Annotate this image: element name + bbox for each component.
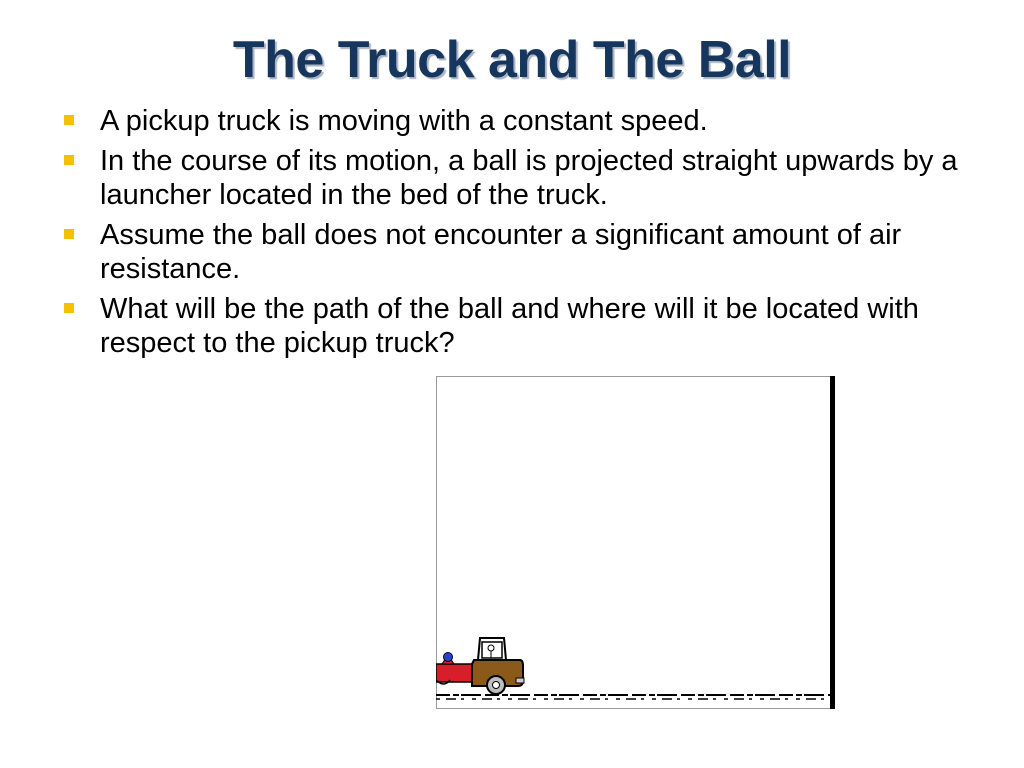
bullet-item: [60, 104, 980, 138]
square-bullet-icon: [64, 303, 74, 313]
ball-icon: [444, 653, 453, 662]
bullet-list: [60, 104, 980, 366]
bullet-text: Assume the ball does not encounter a significant amount of air resistance.: [100, 219, 902, 285]
square-bullet-icon: [64, 229, 74, 239]
square-bullet-icon: [64, 155, 74, 165]
bullet-text: A pickup truck is moving with a constant speed.: [100, 105, 708, 137]
slide-title: The Truck and The Ball: [232, 31, 792, 89]
bullet-text: In the course of its motion, a ball is projected straight upwards by a launcher located in the bed of the truck.: [100, 145, 958, 211]
animation-canvas: [436, 376, 836, 709]
truck-animation: [436, 376, 836, 709]
frame-right-edge: [830, 376, 835, 709]
square-bullet-icon: [64, 115, 74, 125]
bullet-item: [60, 218, 980, 286]
bullet-text: What will be the path of the ball and where will it be located with respect to the pickup truck?: [100, 293, 919, 359]
bullet-item: [60, 144, 980, 212]
bullet-item: [60, 292, 980, 360]
